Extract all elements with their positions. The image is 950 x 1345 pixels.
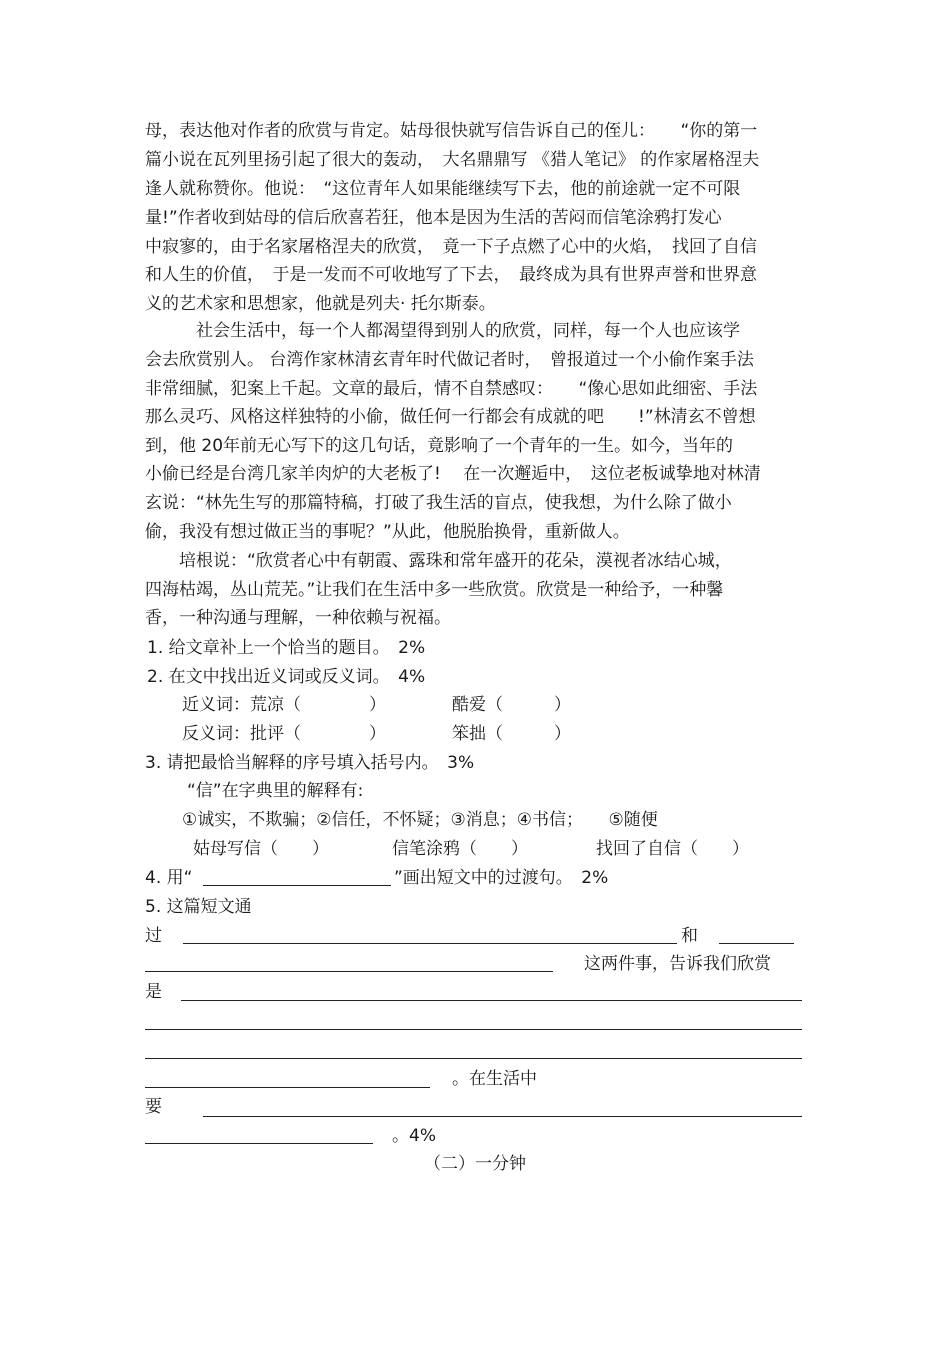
q3-item: 信笔涂鸦（ ） (392, 839, 528, 859)
passage-line: 篇小说在瓦列里扬引起了很大的轰动， 大名鼎鼎写 《猎人笔记》 的作家屠格涅夫 (145, 150, 760, 170)
q5-answer-blank[interactable] (145, 1143, 373, 1144)
q2-antonym-row-right: 笨拙（ ） (452, 724, 571, 744)
q5-answer-blank[interactable] (145, 1087, 430, 1088)
passage-line: 偷，我没有想过做正当的事呢？”从此，他脱胎换骨，重新做人。 (145, 522, 630, 542)
q5-answer-blank[interactable] (719, 943, 794, 944)
section-title: （二）一分钟 (424, 1154, 526, 1174)
passage-line: 那么灵巧、风格这样独特的小偷，做任何一行都会有成就的吧 !”林清玄不曾想 (145, 407, 756, 427)
passage-line: 到，他 20年前无心写下的这几句话，竟影响了一个青年的一生。如今，当年的 (145, 436, 734, 456)
question-5: 5. 这篇短文通 (145, 897, 252, 917)
q2-synonym-row-right: 酷爱（ ） (452, 695, 571, 715)
passage-line: 非常细腻，犯案上千起。文章的最后，情不自禁感叹： “像心思如此细密、手法 (145, 379, 758, 399)
question-3: 3. 请把最恰当解释的序号填入括号内。 3% (145, 753, 475, 773)
passage-line: 中寂寥的，由于名家屠格涅夫的欣赏， 竟一下子点燃了心中的火焰， 找回了自信 (145, 237, 757, 257)
q5-label-mid: 这两件事，告诉我们欣赏 (584, 954, 771, 974)
q5-label-he: 和 (681, 926, 698, 946)
passage-line: 香，一种沟通与理解，一种依赖与祝福。 (145, 608, 451, 628)
passage-line: 社会生活中，每一个人都渴望得到别人的欣赏，同样，每一个人也应该学 (145, 321, 740, 341)
q5-label-shi: 是 (145, 982, 162, 1002)
question-1: 1. 给文章补上一个恰当的题目。 2% (147, 638, 426, 658)
question-4-suffix: ”画出短文中的过渡句。 2% (394, 868, 609, 888)
q5-answer-blank[interactable] (145, 971, 553, 972)
passage-line: 培根说：“欣赏者心中有朝霞、露珠和常年盛开的花朵，漠视者冰结心城， (145, 551, 732, 571)
passage-line: 义的艺术家和思想家，他就是列夫· 托尔斯泰。 (145, 294, 496, 314)
passage-line: 母，表达他对作者的欣赏与肯定。姑母很快就写信告诉自己的侄儿： “你的第一 (145, 121, 758, 141)
q5-answer-blank[interactable] (181, 1000, 802, 1001)
passage-line: 玄说：“林先生写的那篇特稿，打破了我生活的盲点，使我想，为什么除了做小 (145, 493, 732, 513)
q3-options: ①诚实，不欺骗；②信任，不怀疑；③消息；④书信； ⑤随便 (182, 810, 658, 830)
question-4: 4. 用“ (145, 868, 193, 888)
passage-line: 和人生的价值， 于是一发而不可收地写了下去， 最终成为具有世界声誉和世界意 (145, 265, 757, 285)
question-2: 2. 在文中找出近义词或反义词。 4% (147, 667, 426, 687)
q3-intro: “信”在字典里的解释有: (187, 781, 364, 801)
q5-answer-blank[interactable] (145, 1029, 802, 1030)
q5-end: 。4% (392, 1126, 436, 1146)
q4-answer-blank[interactable] (203, 885, 391, 886)
q5-answer-blank[interactable] (145, 1058, 802, 1059)
q2-synonym-row: 近义词：荒凉（ ） (182, 695, 386, 715)
passage-line: 小偷已经是台湾几家羊肉炉的大老板了! 在一次邂逅中， 这位老板诚挚地对林清 (145, 464, 761, 484)
q5-label-guo: 过 (145, 926, 162, 946)
passage-line: 会去欣赏别人。 台湾作家林清玄青年时代做记者时， 曾报道过一个小偷作案手法 (145, 350, 754, 370)
q3-item: 找回了自信（ ） (596, 839, 749, 859)
passage-line: 量!”作者收到姑母的信后欣喜若狂，他本是因为生活的苦闷而信笔涂鸦打发心 (145, 208, 722, 228)
q3-item: 姑母写信（ ） (193, 839, 329, 859)
q5-answer-blank[interactable] (203, 1116, 802, 1117)
q5-answer-blank[interactable] (183, 943, 677, 944)
passage-line: 四海枯竭，丛山荒芜。”让我们在生活中多一些欣赏。欣赏是一种给予，一种馨 (145, 580, 724, 600)
q5-label-yao: 要 (145, 1097, 162, 1117)
passage-line: 逢人就称赞你。他说： “这位青年人如果能继续写下去，他的前途就一定不可限 (145, 179, 741, 199)
q5-label-zai: 。在生活中 (452, 1069, 537, 1089)
q2-antonym-row: 反义词：批评（ ） (182, 724, 386, 744)
